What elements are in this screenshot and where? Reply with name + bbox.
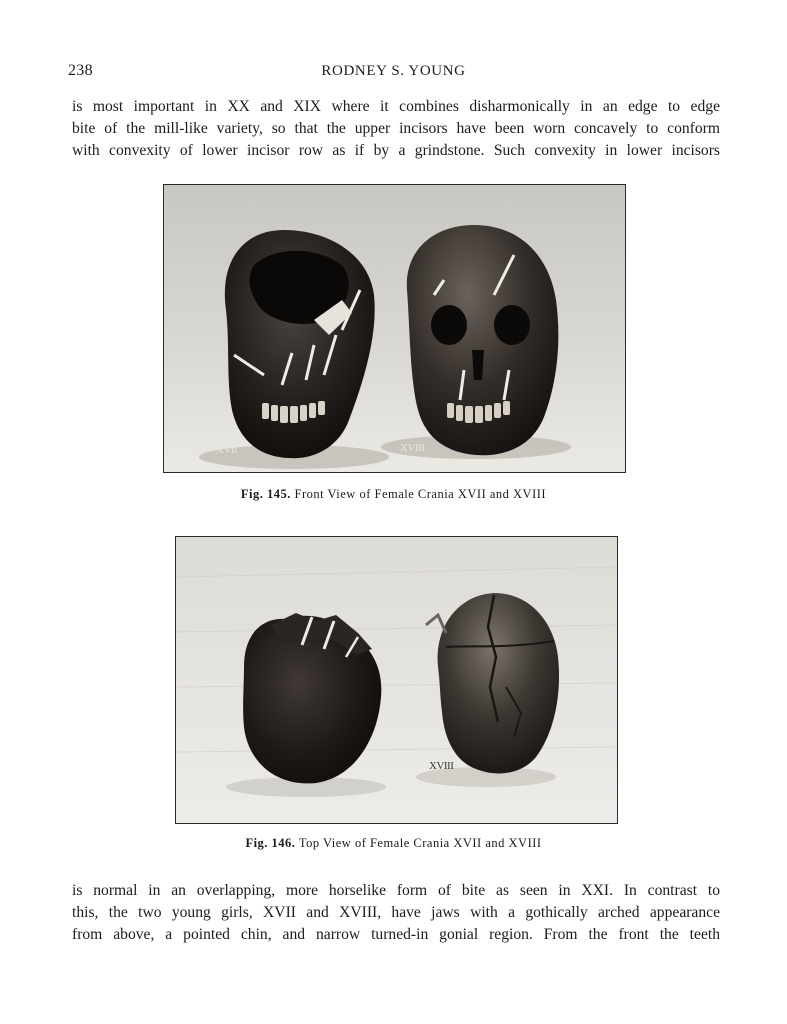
paragraph-line: with convexity of lower incisor row as if by a grindstone. Such convexity in lower incisors [72, 142, 720, 159]
paragraph-line: is most important in XX and XIX where it combines disharmonically in an edge to edge [72, 98, 720, 115]
figure-145-label: Fig. 145. [240, 487, 291, 501]
figure-146-label: Fig. 146. [245, 836, 296, 850]
figure-146-photo [175, 536, 618, 824]
figure-145-caption [0, 487, 787, 502]
paragraph-line: is normal in an overlapping, more horselike form of bite as seen in XXI. In contrast to [72, 882, 720, 899]
figure-146-caption [0, 836, 787, 851]
paragraph-line: from above, a pointed chin, and narrow turned-in gonial region. From the front the teeth [72, 926, 720, 943]
paragraph-line: this, the two young girls, XVII and XVIII, have jaws with a gothically arched appearance [72, 904, 720, 921]
running-head: RODNEY S. YOUNG [321, 63, 466, 79]
skull-label-xvii: XVII [216, 444, 238, 456]
figure-145-caption-text: Front View of Female Crania XVII and XVIII [294, 487, 547, 501]
skull-label-xviii-top: XVIII [429, 760, 454, 772]
body-paragraph-top [72, 96, 720, 162]
paragraph-line: bite of the mill-like variety, so that the upper incisors have been worn concavely to conform [72, 120, 720, 137]
figure-146-caption-text: Top View of Female Crania XVII and XVIII [298, 836, 542, 850]
skull-label-xvii-top: XVII [248, 770, 270, 782]
body-paragraph-bottom [72, 880, 720, 946]
figure-145-photo [163, 184, 626, 473]
skull-xviii-front [400, 225, 558, 455]
page-number: 238 [68, 62, 93, 79]
skull-label-xviii: XVIII [400, 442, 425, 454]
